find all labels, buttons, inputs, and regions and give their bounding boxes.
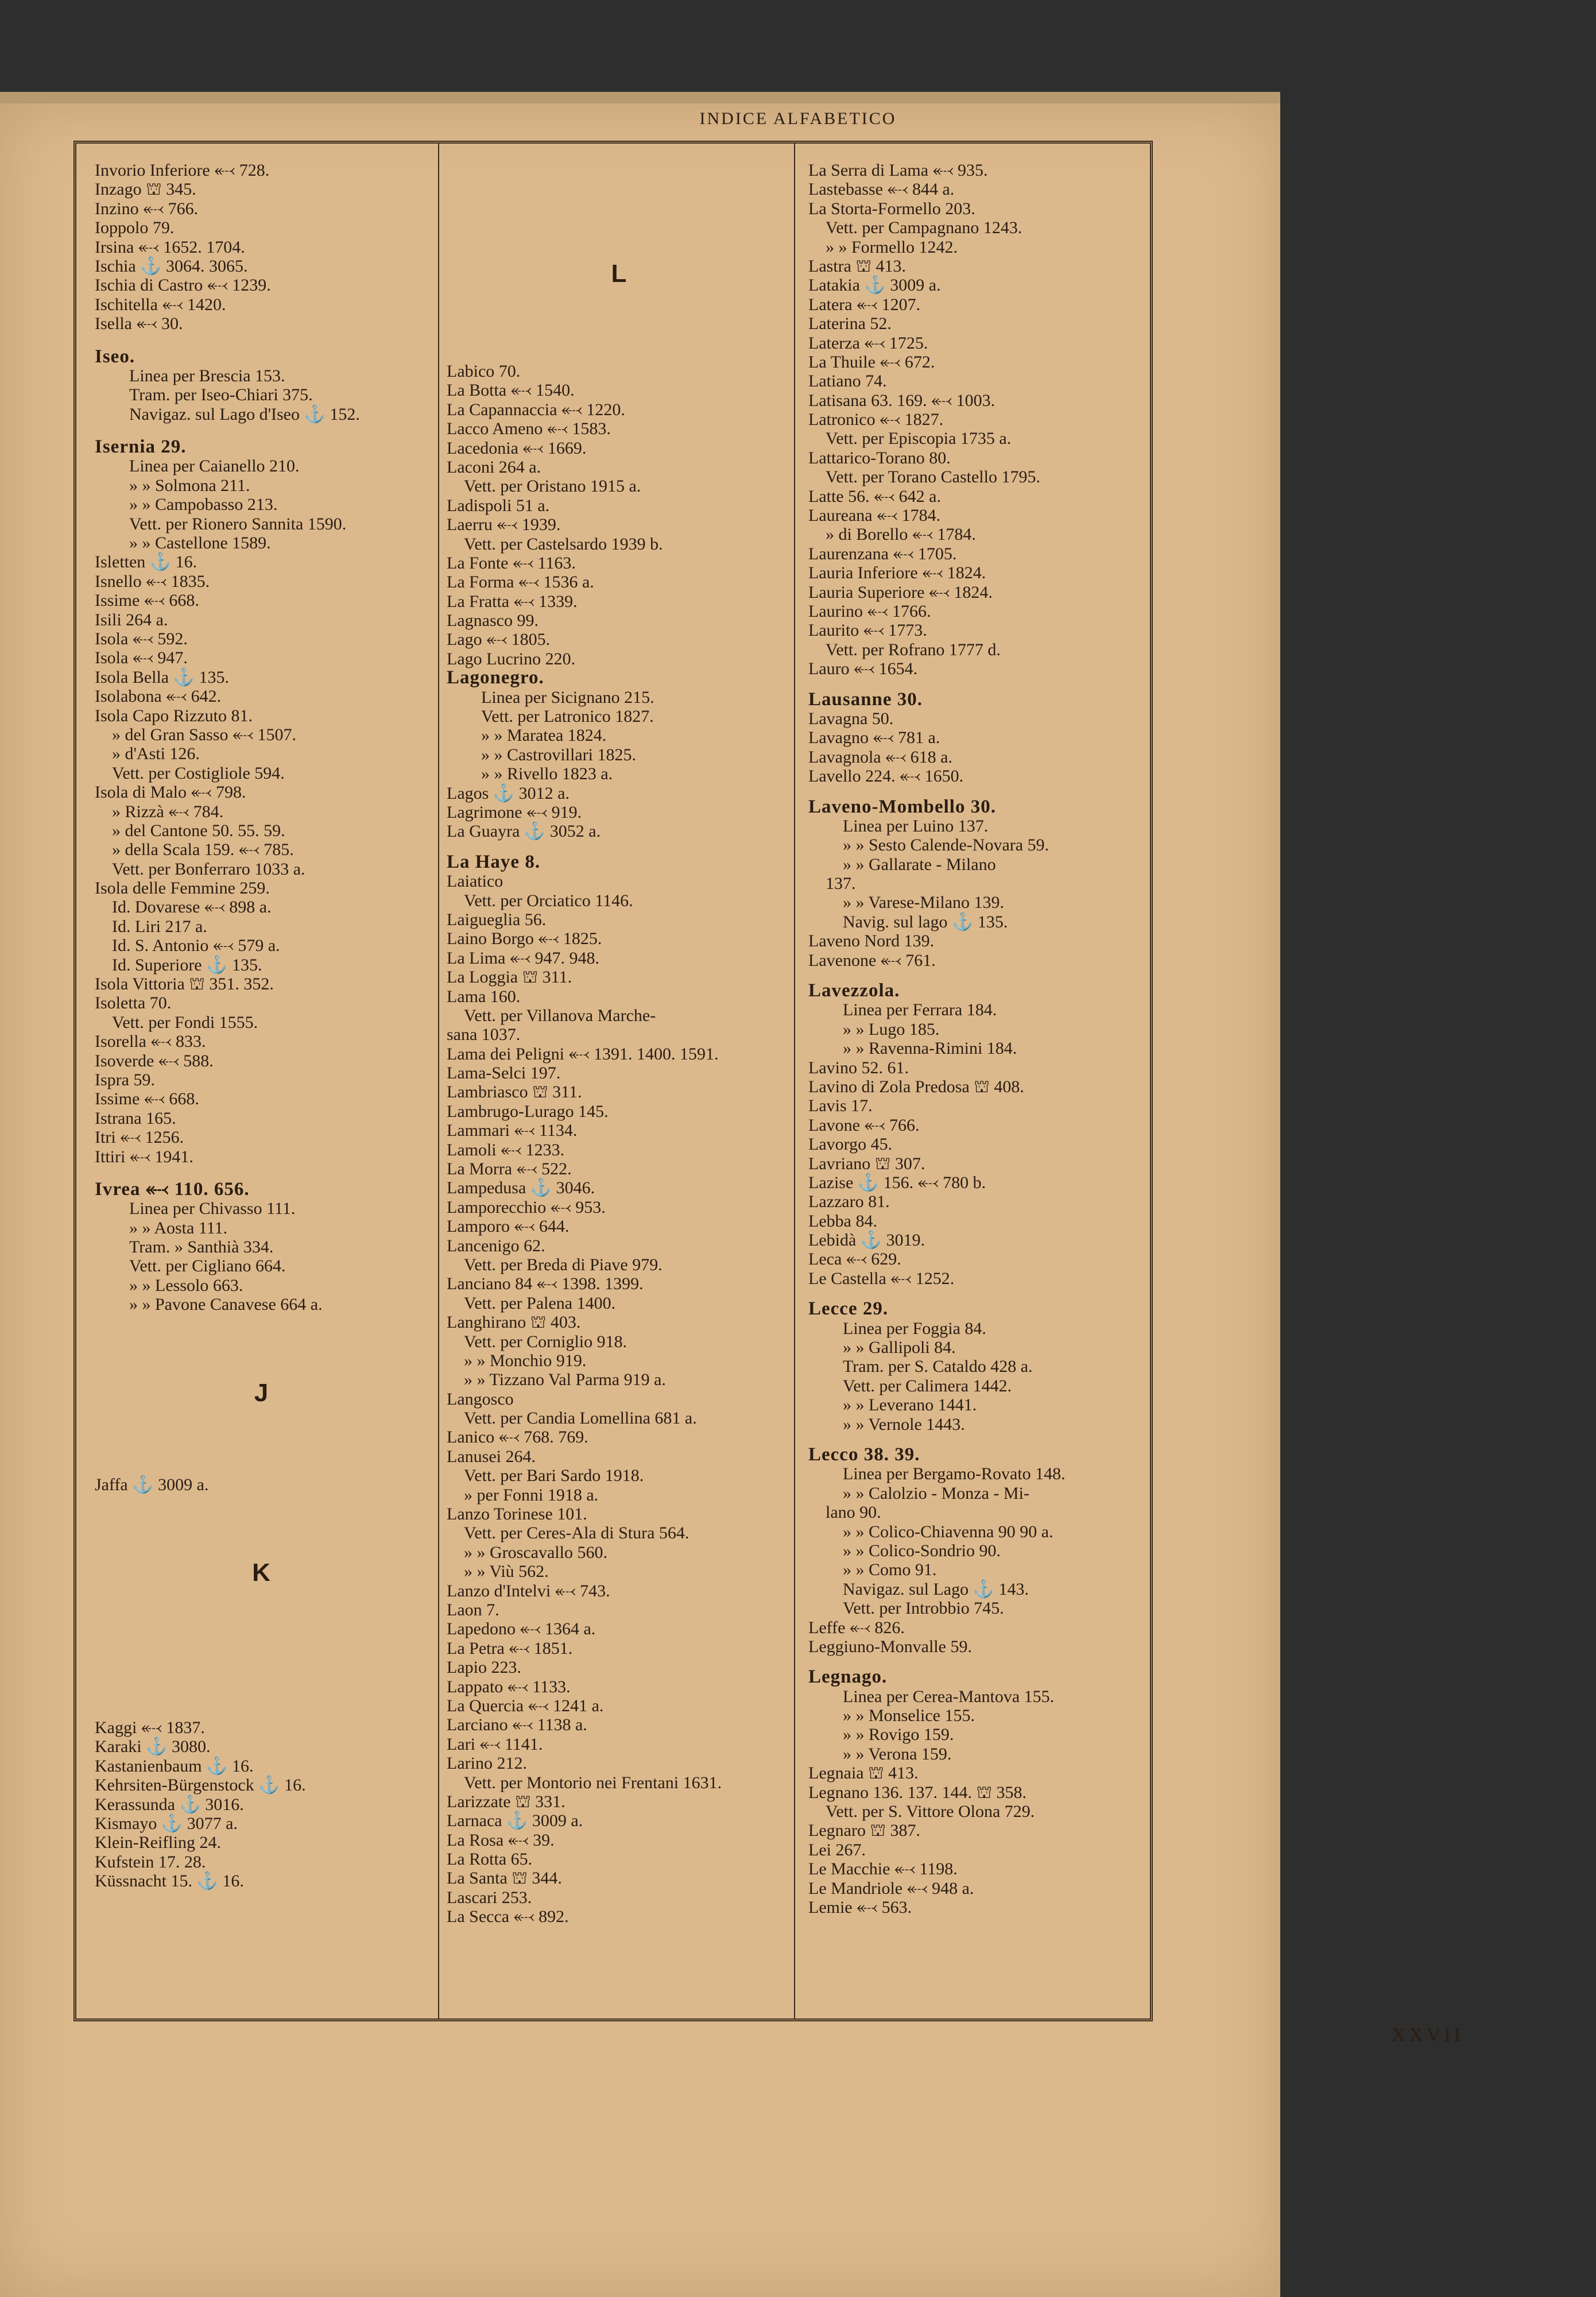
entry-sublist [808, 1687, 1153, 1764]
index-entry: Lanusei 264. [447, 1447, 536, 1466]
entry-list [95, 1718, 428, 1891]
index-entry: Laurito ⬷ 1773. [808, 621, 927, 640]
entry-sublist [447, 688, 808, 784]
index-entry: Lambriasco ⛫ 311. [447, 1082, 582, 1102]
index-entry: » » Formello 1242. [826, 237, 958, 257]
index-entry: Klein-Reifling 24. [95, 1833, 221, 1853]
entry-list [808, 161, 1153, 679]
index-entry: Vett. per Introbbio 745. [843, 1599, 1004, 1618]
index-entry: Kufstein 17. 28. [95, 1852, 206, 1871]
index-entry: Lavagnola ⬷ 618 a. [808, 747, 952, 767]
entry-heading-lavezzola: Lavezzola. [808, 980, 900, 1001]
index-entry: Lavagna 50. [808, 709, 894, 728]
index-entry: Laino Borgo ⬷ 1825. [447, 929, 602, 949]
entry-sublist [808, 1000, 1153, 1058]
index-entry: » » Aosta 111. [129, 1218, 228, 1238]
section-letter-l: L [611, 260, 627, 288]
index-entry: Lavorgo 45. [808, 1135, 893, 1154]
index-entry: Latiano 74. [808, 372, 887, 391]
index-entry: » » Lessolo 663. [129, 1275, 243, 1295]
index-entry: Linea per Luino 137. [843, 816, 989, 836]
index-entry: Laterina 52. [808, 314, 892, 334]
index-entry: Tram. » Santhià 334. [129, 1238, 274, 1257]
index-entry: Id. Dovarese ⬷ 898 a. [112, 898, 272, 917]
index-entry: Ispra 59. [95, 1070, 155, 1089]
index-frame [73, 141, 1153, 2021]
index-entry: Vett. per Cigliano 664. [129, 1256, 286, 1276]
index-entry: La Thuile ⬷ 672. [808, 352, 935, 372]
entry-heading-lecco: Lecco 38. 39. [808, 1444, 920, 1465]
entry-heading-lecce: Lecce 29. [808, 1298, 889, 1320]
index-entry: Id. S. Antonio ⬷ 579 a. [112, 936, 280, 956]
index-entry: Lamoli ⬷ 1233. [447, 1140, 565, 1159]
index-entry: » » Maratea 1824. [481, 726, 607, 745]
index-entry: Lanzo Torinese 101. [447, 1505, 587, 1524]
index-entry: Lavenone ⬷ 761. [808, 950, 936, 970]
index-entry: Latronico ⬷ 1827. [808, 410, 944, 430]
index-entry: La Storta-Formello 203. [808, 199, 975, 218]
index-entry: Karaki ⚓ 3080. [95, 1737, 211, 1757]
index-entry: Inzago ⛫ 345. [95, 180, 196, 199]
entry-heading-lagonegro: Lagonegro. [447, 667, 544, 689]
index-entry: Vett. per Fondi 1555. [112, 1012, 258, 1032]
entry-heading-ivrea: Ivrea ⬷ 110. 656. [95, 1178, 250, 1200]
entry-sublist [95, 1199, 428, 1314]
index-entry: Leca ⬷ 629. [808, 1250, 901, 1269]
column-2 [447, 161, 808, 1927]
index-entry: La Quercia ⬷ 1241 a. [447, 1696, 604, 1715]
index-entry: Leggiuno-Monvalle 59. [808, 1637, 972, 1656]
index-entry: Lebba 84. [808, 1211, 877, 1231]
entry-heading-legnago: Legnago. [808, 1666, 888, 1688]
index-entry: » » Lugo 185. [843, 1019, 940, 1039]
index-entry: Tram. per Iseo-Chiari 375. [129, 385, 313, 405]
entry-heading-iseo: Iseo. [95, 346, 135, 367]
index-entry: La Lima ⬷ 947. 948. [447, 948, 599, 968]
index-entry: Lascari 253. [447, 1888, 532, 1907]
index-entry: Vett. per S. Vittore Olona 729. [826, 1802, 1035, 1822]
index-entry: Vett. per Episcopia 1735 a. [826, 429, 1012, 448]
index-entry: Isolabona ⬷ 642. [95, 687, 222, 706]
index-entry: » » Varese-Milano 139. [843, 893, 1005, 912]
index-entry: Isoverde ⬷ 588. [95, 1051, 214, 1070]
entry-heading-isernia: Isernia 29. [95, 436, 187, 458]
index-entry: Kaggi ⬷ 1837. [95, 1718, 205, 1738]
index-entry: » » Viù 562. [464, 1562, 549, 1581]
entry-list [808, 1764, 1153, 1917]
index-entry: Lancenigo 62. [447, 1236, 545, 1255]
index-entry: » » Verona 159. [843, 1744, 952, 1764]
index-entry: La Santa ⛫ 344. [447, 1869, 562, 1888]
index-entry: Laurino ⬷ 1766. [808, 601, 931, 621]
index-entry: Lama 160. [447, 987, 521, 1006]
index-entry: Küssnacht 15. ⚓ 16. [95, 1871, 244, 1891]
index-entry: Linea per Brescia 153. [129, 366, 285, 385]
index-entry: Leffe ⬷ 826. [808, 1618, 905, 1637]
index-entry: Lebidà ⚓ 3019. [808, 1231, 925, 1250]
index-entry: » » Calolzio - Monza - Mi- [843, 1483, 1029, 1503]
index-entry: lano 90. [826, 1503, 881, 1522]
index-entry: Lamporo ⬷ 644. [447, 1217, 570, 1236]
index-entry: Lattarico-Torano 80. [808, 448, 951, 467]
index-entry: Lari ⬷ 1141. [447, 1734, 543, 1754]
index-entry: Inzino ⬷ 766. [95, 199, 199, 218]
index-entry: Irsina ⬷ 1652. 1704. [95, 237, 245, 257]
index-entry: Vett. per Calimera 1442. [843, 1376, 1012, 1395]
index-entry: » Rizzà ⬷ 784. [112, 802, 224, 821]
index-entry: La Petra ⬷ 1851. [447, 1638, 573, 1658]
index-entry: » » Monchio 919. [464, 1351, 587, 1370]
index-entry: Vett. per Ceres-Ala di Stura 564. [464, 1523, 689, 1543]
index-entry: » » Ravenna-Rimini 184. [843, 1039, 1017, 1058]
index-entry: » della Scala 159. ⬷ 785. [112, 840, 294, 860]
index-entry: La Capannaccia ⬷ 1220. [447, 400, 625, 419]
index-entry: Labico 70. [447, 362, 521, 381]
index-entry: Latakia ⚓ 3009 a. [808, 276, 941, 295]
index-entry: Vett. per Bari Sardo 1918. [464, 1466, 644, 1486]
column-rule-1 [438, 144, 439, 2018]
index-entry: Latte 56. ⬷ 642 a. [808, 486, 941, 506]
index-entry: » d'Asti 126. [112, 744, 200, 764]
index-entry: Langosco [447, 1389, 514, 1409]
entry-list [447, 872, 808, 1926]
index-entry: Lanciano 84 ⬷ 1398. 1399. [447, 1274, 644, 1294]
index-entry: La Forma ⬷ 1536 a. [447, 573, 594, 592]
index-entry: Laveno Nord 139. [808, 931, 935, 951]
index-entry: Ladispoli 51 a. [447, 496, 550, 515]
index-entry: Laurenzana ⬷ 1705. [808, 544, 957, 563]
index-entry: La Rotta 65. [447, 1850, 533, 1869]
index-entry: Isola Bella ⚓ 135. [95, 667, 229, 687]
index-entry: Lastra ⛫ 413. [808, 256, 907, 276]
index-entry: Larino 212. [447, 1754, 527, 1773]
index-entry: Lavello 224. ⬷ 1650. [808, 767, 964, 786]
index-entry: Istrana 165. [95, 1108, 176, 1128]
index-entry: Lama-Selci 197. [447, 1064, 561, 1083]
index-entry: Isola ⬷ 592. [95, 629, 188, 648]
index-entry: Linea per Cerea-Mantova 155. [843, 1687, 1055, 1706]
index-entry: Vett. per Rionero Sannita 1590. [129, 514, 347, 533]
index-entry: Lama dei Peligni ⬷ 1391. 1400. 1591. [447, 1044, 719, 1064]
index-entry: Lavino 52. 61. [808, 1058, 909, 1077]
entry-sublist [95, 366, 428, 424]
entry-heading-lausanne: Lausanne 30. [808, 689, 923, 710]
index-entry: Vett. per Villanova Marche- [464, 1006, 656, 1025]
index-entry: Lapedono ⬷ 1364 a. [447, 1619, 596, 1639]
section-letter-j: J [254, 1378, 269, 1407]
index-entry: Laiatico [447, 872, 503, 891]
index-entry: Vett. per Montorio nei Frentani 1631. [464, 1773, 722, 1792]
index-entry: Vett. per Castelsardo 1939 b. [464, 534, 663, 554]
index-entry: Kehrsiten-Bürgenstock ⚓ 16. [95, 1776, 306, 1795]
index-entry: Laon 7. [447, 1600, 499, 1619]
index-entry: Laterza ⬷ 1725. [808, 333, 928, 353]
index-entry: Kastanienbaum ⚓ 16. [95, 1756, 254, 1776]
index-entry: » » Vernole 1443. [843, 1414, 965, 1434]
index-entry: Lago Lucrino 220. [447, 649, 576, 668]
index-entry: » » Pavone Canavese 664 a. [129, 1295, 323, 1314]
index-entry: Navigaz. sul Lago d'Iseo ⚓ 152. [129, 404, 360, 424]
index-entry: » » Gallarate - Milano [843, 854, 996, 874]
index-entry: Lammari ⬷ 1134. [447, 1121, 578, 1140]
section-letter-k: K [252, 1559, 270, 1587]
index-entry: Vett. per Bonferraro 1033 a. [112, 859, 305, 879]
entry-sublist [808, 1319, 1153, 1434]
index-entry: Lauro ⬷ 1654. [808, 659, 918, 679]
entry-list [808, 931, 1153, 970]
index-entry: Navig. sul lago ⚓ 135. [843, 912, 1008, 931]
index-entry: Vett. per Orciatico 1146. [464, 891, 633, 910]
index-entry: » » Rivello 1823 a. [481, 764, 613, 784]
index-entry: Navigaz. sul Lago ⚓ 143. [843, 1579, 1029, 1599]
index-entry: La Loggia ⛫ 311. [447, 968, 572, 987]
index-entry: Lazise ⚓ 156. ⬷ 780 b. [808, 1173, 986, 1192]
index-entry: Vett. per Latronico 1827. [481, 707, 654, 726]
index-entry: Lavis 17. [808, 1096, 873, 1116]
index-entry: Linea per Caianello 210. [129, 457, 300, 476]
index-entry: Lagnasco 99. [447, 611, 539, 631]
index-entry: Lapio 223. [447, 1658, 521, 1677]
entry-sublist [808, 1464, 1153, 1618]
index-entry: La Botta ⬷ 1540. [447, 381, 575, 400]
index-entry: » » Monselice 155. [843, 1706, 975, 1726]
index-entry: » » Colico-Sondrio 90. [843, 1541, 1001, 1560]
column-3 [808, 161, 1153, 1917]
entry-list [808, 1058, 1153, 1289]
index-entry: Lago ⬷ 1805. [447, 630, 551, 649]
index-entry: Issime ⬷ 668. [95, 1089, 199, 1109]
index-entry: Lauria Inferiore ⬷ 1824. [808, 563, 986, 583]
page-header: INDICE ALFABETICO [699, 109, 897, 128]
index-entry: Larizzate ⛫ 331. [447, 1792, 565, 1811]
index-entry: Laconi 264 a. [447, 457, 541, 477]
index-entry: Vett. per Oristano 1915 a. [464, 477, 641, 496]
index-entry: Le Castella ⬷ 1252. [808, 1269, 955, 1288]
index-entry: Isili 264 a. [95, 610, 168, 629]
index-entry: » » Leverano 1441. [843, 1395, 977, 1415]
index-entry: Vett. per Breda di Piave 979. [464, 1255, 663, 1274]
index-entry: Ischia ⚓ 3064. 3065. [95, 256, 248, 276]
index-entry: Lambrugo-Lurago 145. [447, 1101, 609, 1121]
index-entry: Isorella ⬷ 833. [95, 1032, 206, 1051]
index-entry: Isola Capo Rizzuto 81. [95, 706, 253, 725]
index-entry: Jaffa ⚓ 3009 a. [95, 1475, 209, 1494]
index-entry: La Morra ⬷ 522. [447, 1159, 572, 1179]
index-entry: Isella ⬷ 30. [95, 314, 183, 334]
entry-list [808, 709, 1153, 786]
index-entry: Lemie ⬷ 563. [808, 1897, 912, 1917]
index-entry: Kismayo ⚓ 3077 a. [95, 1814, 238, 1833]
index-entry: Ischia di Castro ⬷ 1239. [95, 276, 271, 295]
entry-list [447, 362, 808, 668]
entry-list [808, 1618, 1153, 1657]
index-entry: » » Tizzano Val Parma 919 a. [464, 1370, 666, 1390]
index-entry: » » Castellone 1589. [129, 533, 271, 553]
index-entry: » per Fonni 1918 a. [464, 1485, 599, 1505]
index-entry: Lanico ⬷ 768. 769. [447, 1428, 588, 1447]
index-entry: Linea per Foggia 84. [843, 1318, 986, 1338]
entry-sublist [808, 817, 1153, 931]
index-entry: Issime ⬷ 668. [95, 591, 199, 610]
entry-list [95, 161, 428, 334]
index-entry: La Serra di Lama ⬷ 935. [808, 161, 988, 180]
index-entry: Le Mandriole ⬷ 948 a. [808, 1878, 974, 1898]
index-entry: Isola di Malo ⬷ 798. [95, 783, 246, 802]
index-entry: La Guayra ⚓ 3052 a. [447, 822, 601, 841]
index-entry: Lampedusa ⚓ 3046. [447, 1178, 595, 1198]
index-entry: Vett. per Candia Lomellina 681 a. [464, 1409, 697, 1428]
index-entry: Tram. per S. Cataldo 428 a. [843, 1357, 1033, 1376]
index-entry: Vett. per Corniglio 918. [464, 1332, 627, 1351]
index-entry: » » Sesto Calende-Novara 59. [843, 836, 1049, 855]
entry-heading-la-haye: La Haye 8. [447, 851, 541, 872]
entry-list [447, 784, 808, 841]
index-entry: Legnaro ⛫ 387. [808, 1821, 921, 1840]
entry-list [95, 1475, 428, 1494]
page-number: XXVII [1391, 2024, 1464, 2045]
index-entry: Lavagno ⬷ 781 a. [808, 728, 940, 748]
entry-list [95, 552, 428, 1166]
index-entry: sana 1037. [447, 1025, 521, 1045]
index-entry: Isola ⬷ 947. [95, 648, 188, 668]
index-entry: » » Rovigo 159. [843, 1725, 954, 1745]
index-entry: » di Borello ⬷ 1784. [826, 525, 976, 544]
index-entry: Vett. per Rofrano 1777 d. [826, 640, 1001, 659]
index-entry: Vett. per Costigliole 594. [112, 763, 285, 783]
index-entry: » » Castrovillari 1825. [481, 745, 636, 764]
index-entry: Laureana ⬷ 1784. [808, 506, 941, 525]
index-entry: La Rosa ⬷ 39. [447, 1830, 555, 1850]
index-entry: Vett. per Torano Castello 1795. [826, 467, 1040, 487]
index-entry: Isola delle Femmine 259. [95, 879, 270, 898]
index-entry: Legnaia ⛫ 413. [808, 1764, 919, 1783]
index-entry: La Fonte ⬷ 1163. [447, 553, 576, 573]
index-entry: Lauria Superiore ⬷ 1824. [808, 582, 993, 602]
index-entry: Le Macchie ⬷ 1198. [808, 1859, 958, 1879]
index-entry: Isletten ⚓ 16. [95, 552, 197, 572]
index-entry: » del Gran Sasso ⬷ 1507. [112, 725, 296, 744]
index-entry: Kerassunda ⚓ 3016. [95, 1795, 244, 1814]
entry-sublist [95, 457, 428, 552]
index-entry: » » Solmona 211. [129, 475, 250, 495]
index-entry: » » Groscavallo 560. [464, 1542, 607, 1562]
index-entry: Linea per Bergamo-Rovato 148. [843, 1464, 1066, 1484]
index-entry: Lazzaro 81. [808, 1192, 890, 1212]
index-entry: Vett. per Campagnano 1243. [826, 218, 1022, 238]
index-entry: Lastebasse ⬷ 844 a. [808, 180, 955, 199]
index-entry: Ioppolo 79. [95, 218, 175, 238]
index-entry: Laerru ⬷ 1939. [447, 515, 561, 535]
index-entry: Laigueglia 56. [447, 910, 547, 929]
index-entry: La Secca ⬷ 892. [447, 1907, 569, 1927]
index-entry: Lagos ⚓ 3012 a. [447, 783, 570, 803]
index-entry: Ittiri ⬷ 1941. [95, 1147, 193, 1166]
index-entry: 137. [826, 874, 856, 894]
index-entry: Langhirano ⛫ 403. [447, 1313, 581, 1332]
index-entry: Lei 267. [808, 1840, 866, 1859]
index-entry: Lavriano ⛫ 307. [808, 1154, 925, 1173]
index-entry: Id. Liri 217 a. [112, 917, 207, 936]
index-entry: Ischitella ⬷ 1420. [95, 295, 226, 314]
index-entry: Lavone ⬷ 766. [808, 1115, 920, 1135]
index-entry: Larnaca ⚓ 3009 a. [447, 1811, 583, 1831]
index-entry: » » Como 91. [843, 1560, 937, 1580]
index-entry: Lacco Ameno ⬷ 1583. [447, 419, 611, 439]
index-entry: Legnano 136. 137. 144. ⛫ 358. [808, 1782, 1027, 1802]
index-entry: Lamporecchio ⬷ 953. [447, 1197, 606, 1217]
index-entry: » » Colico-Chiavenna 90 90 a. [843, 1522, 1053, 1541]
index-entry: Vett. per Palena 1400. [464, 1293, 616, 1313]
index-entry: Linea per Ferrara 184. [843, 1000, 997, 1020]
index-entry: Isola Vittoria ⛫ 351. 352. [95, 975, 274, 994]
index-entry: Lavino di Zola Predosa ⛫ 408. [808, 1077, 1024, 1096]
column-1 [95, 161, 428, 1891]
index-entry: Larciano ⬷ 1138 a. [447, 1715, 587, 1735]
index-entry: Latera ⬷ 1207. [808, 295, 921, 314]
entry-heading-laveno: Laveno-Mombello 30. [808, 796, 996, 817]
index-entry: » del Cantone 50. 55. 59. [112, 821, 285, 840]
index-entry: Lagrimone ⬷ 919. [447, 802, 582, 822]
index-entry: La Fratta ⬷ 1339. [447, 591, 578, 611]
index-entry: Isoletta 70. [95, 993, 172, 1013]
index-entry: Itri ⬷ 1256. [95, 1128, 184, 1147]
index-entry: Isnello ⬷ 1835. [95, 571, 210, 591]
index-entry: Linea per Chivasso 111. [129, 1199, 296, 1219]
index-entry: Id. Superiore ⚓ 135. [112, 955, 262, 975]
index-entry: Lacedonia ⬷ 1669. [447, 438, 587, 458]
index-entry: Invorio Inferiore ⬷ 728. [95, 161, 270, 180]
index-entry: Linea per Sicignano 215. [481, 687, 654, 707]
index-entry: » » Gallipoli 84. [843, 1338, 956, 1358]
index-entry: Lanzo d'Intelvi ⬷ 743. [447, 1581, 610, 1600]
index-entry: » » Campobasso 213. [129, 495, 278, 515]
index-entry: Lappato ⬷ 1133. [447, 1677, 571, 1696]
index-entry: Latisana 63. 169. ⬷ 1003. [808, 390, 995, 410]
